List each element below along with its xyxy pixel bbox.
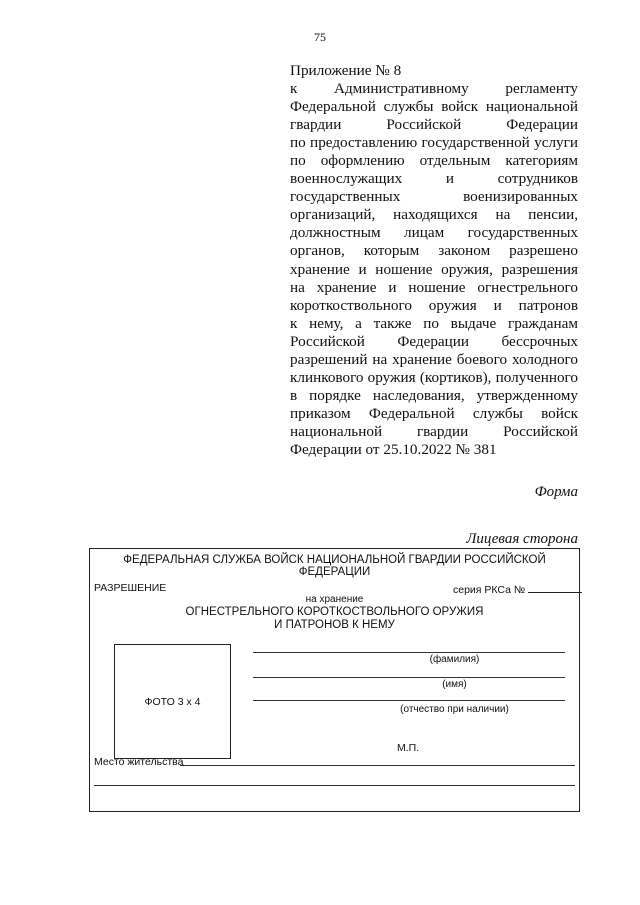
permit-label: РАЗРЕШЕНИЕ [94, 582, 167, 594]
series-number-line [528, 582, 582, 593]
page-number: 75 [314, 30, 326, 44]
residence-label: Место жительства [94, 756, 184, 768]
appendix-line: на хранение и ношение огнестрельного [290, 278, 578, 296]
surname-caption: (фамилия) [429, 654, 480, 665]
name-line [253, 677, 565, 678]
appendix-header [290, 62, 578, 459]
residence-line-2 [94, 785, 575, 786]
appendix-line: Российской Федерации бессрочных [290, 332, 578, 350]
weapon-type-line-1: ОГНЕСТРЕЛЬНОГО КОРОТКОСТВОЛЬНОГО ОРУЖИЯ [185, 606, 484, 618]
appendix-line: к Административному регламенту [290, 80, 578, 98]
residence-line [180, 765, 575, 766]
appendix-line: организаций, находящихся на пенсии, [290, 206, 578, 224]
appendix-line: Федерации от 25.10.2022 № 381 [290, 440, 497, 458]
appendix-line: по предоставлению государственной услуги [290, 134, 578, 152]
appendix-line: по оформлению отдельным категориям [290, 152, 578, 170]
appendix-line: национальной гвардии Российской [290, 422, 578, 440]
series-label: серия РКСа № [453, 584, 526, 596]
form-label: Форма [534, 484, 578, 500]
front-side-label: Лицевая сторона [466, 531, 578, 547]
appendix-line: приказом Федеральной службы войск [290, 404, 578, 422]
name-caption: (имя) [442, 679, 467, 690]
stamp-place-label: М.П. [397, 742, 420, 754]
permit-card [89, 548, 580, 812]
photo-label: ФОТО 3 x 4 [144, 695, 201, 708]
appendix-line: органов, которым законом разрешено [290, 242, 578, 260]
appendix-line: Федеральной службы войск национальной [290, 98, 578, 116]
patronymic-line [253, 700, 565, 701]
appendix-line: военнослужащих и сотрудников [290, 170, 578, 188]
appendix-line: гвардии Российской Федерации [290, 116, 578, 134]
surname-line [253, 652, 565, 653]
appendix-line: должностным лицам государственных [290, 224, 578, 242]
weapon-type-line-2: И ПАТРОНОВ К НЕМУ [274, 619, 395, 631]
patronymic-caption: (отчество при наличии) [400, 704, 509, 715]
appendix-line: разрешений на хранение боевого холодного [290, 350, 578, 368]
appendix-line: к нему, а также по выдаче гражданам [290, 314, 578, 332]
appendix-line: Приложение № 8 [290, 62, 402, 79]
appendix-line: клинкового оружия (кортиков), полученного [290, 368, 578, 386]
appendix-line: в порядке наследования, утвержденному [290, 386, 578, 404]
appendix-line: государственных военизированных [290, 188, 578, 206]
card-title: ФЕДЕРАЛЬНАЯ СЛУЖБА ВОЙСК НАЦИОНАЛЬНОЙ ГВАРДИИ РОССИЙСКОЙ ФЕДЕРАЦИИ [123, 554, 546, 578]
appendix-line: хранение и ношение оружия, разрешения [290, 260, 578, 278]
photo-box [114, 644, 231, 759]
appendix-line: короткоствольного оружия и патронов [290, 296, 578, 314]
for-storage-label: на хранение [305, 594, 364, 605]
